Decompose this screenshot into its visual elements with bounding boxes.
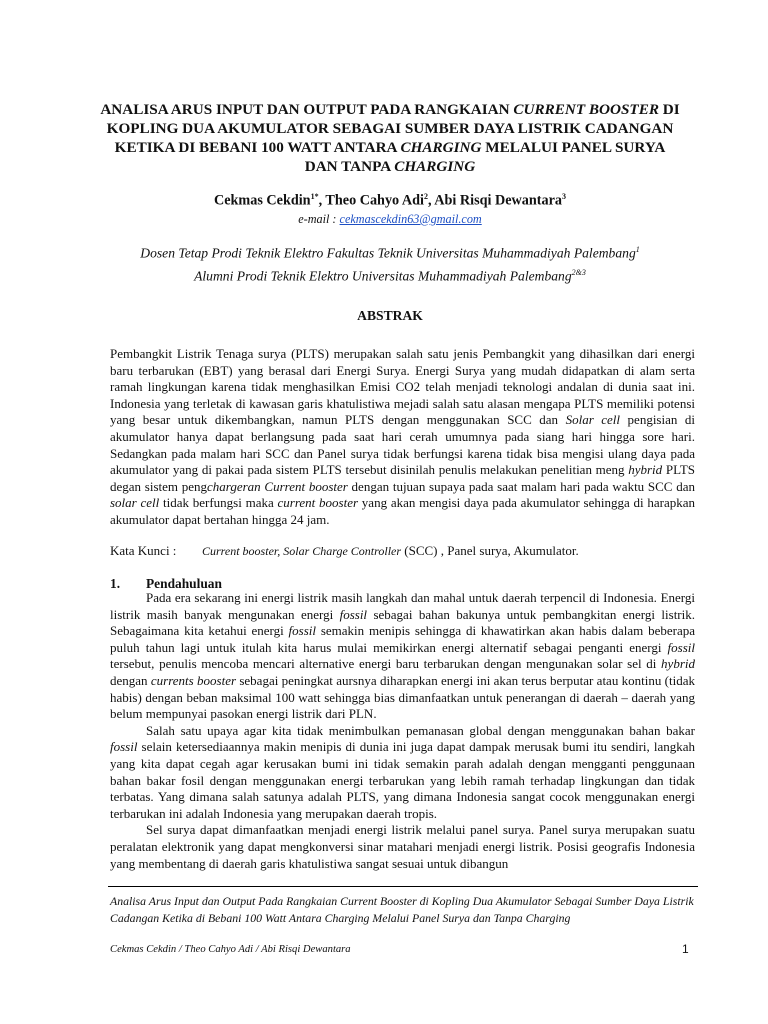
abstract-body [110, 346, 695, 529]
abstract-text: PLTS degan sistem peng [110, 462, 695, 494]
para-italic: fossil [667, 639, 695, 655]
keyword-italic: Solar Charge Controller [283, 544, 402, 558]
keywords-label: Kata Kunci : [110, 543, 177, 558]
author-affiliation-mark: 2 [423, 192, 428, 201]
paper-title [100, 100, 680, 176]
para-text: tersebut, penulis mencoba mencari alternative energi baru terbarukan dengan mengunakan solar sel di [110, 656, 662, 672]
para-text: semakin menipis sehingga di khawatirkan akan habis dalam beberapa puluh tahun lagi untuk itulah kita harus mulai memikirkan energi alternatif sebagai penganti energi [110, 623, 695, 655]
section-number: 1. [110, 576, 121, 591]
author-name: Theo Cahyo Adi [325, 192, 424, 209]
abstract-text: Pembangkit Listrik Tenaga surya (PLTS) merupakan salah satu jenis Pembangkit yang dihasilkan dari energi baru terbarukan (EBT) yang berasal dari Energi Surya. Energi Surya yang mudah didapatkan di alam serta ramah lingkungan karena tidak menghasilkan Emisi CO2 telah menjadi teknologi andalan di dunia saat ini. Indonesia yang terletak di kawasan garis khatulistiwa mejadi salah satu alasan mengapa PLTS memiliki potensi yang besar untuk dikembangkan, namun PLTS dengan menggunakan SCC dan [110, 346, 695, 428]
title-part: MELALUI PANEL SURYA DAN TANPA [304, 139, 666, 175]
abstract-text: pengisian di akumulator hanya dapat berlangsung pada saat hari cerah umumnya pada siang hari hingga sore hari. Sedangkan pada malam hari SCC dan Panel surya tidak berfungsi karena tidak bisa mengisi ulang daya pada akumulator yang di pakai pada sistem PLTS tersebut disinilah penulis melakukan penelitian meng [110, 412, 695, 478]
author-affiliation-mark: 3 [562, 192, 566, 201]
author-email [100, 212, 680, 227]
title-italic-part: CURRENT BOOSTER [513, 101, 659, 118]
author-separator: , [427, 192, 435, 209]
para-italic: currents booster [150, 672, 237, 688]
author-name: Cekmas Cekdin [214, 192, 311, 209]
keyword-separator: , [277, 544, 284, 558]
abstract-italic-term: chargeran Current booster [207, 478, 348, 494]
title-italic-part: CHARGING [400, 139, 482, 156]
para-text: selain ketersediaannya makin menipis di dunia ini juga dapat dampak merusak bumi itu sendiri, langkah yang kita dapat cegah agar kerusakan bumi ini tidak semakin parah adalah dengan mengganti penggunaan bahan bakar fosil dengan menggunakan energi terbarukan yang lebih ramah terhadap lingkungan dan tidak terbatas. Yang dimana salah satunya adalah PLTS, yang dimana Indonesia sangat cocok menggunakan energi terbarukan ini adalah Indonesia yang merupakan daerah tropis. [110, 739, 695, 821]
section-title: Pendahuluan [146, 576, 222, 591]
para-text: Sel surya dapat dimanfaatkan menjadi energi listrik melalui panel surya. Panel surya merupakan suatu peralatan elektronik yang dapat mengkonversi sinar matahari menjadi energi listrik. Posisi geografis Indonesia yang membentang di daerah garis khatulistiwa sangat sesuai untuk dibangun [110, 822, 695, 871]
affiliation-mark: 2&3 [571, 267, 586, 277]
para-italic: fossil [110, 739, 138, 755]
keyword-italic: Current booster [202, 544, 278, 558]
para-italic: fossil [339, 606, 368, 622]
para-italic: hybrid [661, 656, 695, 672]
title-part: DI KOPLING DUA AKUMULATOR SEBAGAI SUMBER DAYA LISTRIK CADANGAN KETIKA DI BEBANI 100 WATT ANTARA [106, 101, 680, 156]
keywords [110, 543, 579, 559]
paragraph [110, 822, 695, 872]
abstract-heading: ABSTRAK [357, 308, 423, 323]
affiliation-text: Alumni Prodi Teknik Elektro Universitas Muhammadiyah Palembang [194, 268, 572, 284]
para-text: sebagai bahan bakunya untuk pembangkitan energi listrik. Sebagaimana kita ketahui energi [110, 606, 695, 639]
para-italic: fossil [288, 623, 317, 639]
abstract-text: yang akan mengisi daya pada akumulator sehingga di harapkan akumulator dapat bertahan hingga 24 jam. [110, 495, 695, 527]
author-separator: , [318, 192, 326, 209]
para-text: dengan [110, 672, 151, 688]
introduction-body [110, 590, 695, 872]
footer-running-title: Analisa Arus Input dan Output Pada Rangkaian Current Booster di Kopling Dua Akumulator Sebagai Sumber Daya Listrik Cadangan Ketika di Bebani 100 Watt Antara Charging Melalui Panel Surya dan Tanpa Charging [110, 894, 694, 925]
affiliation-line [100, 263, 680, 286]
affiliation-mark: 1 [635, 245, 640, 254]
title-italic-part: CHARGING [394, 158, 476, 175]
author-name: Abi Risqi Dewantara [434, 192, 562, 209]
abstract-text: dengan tujuan supaya pada saat malam hari pada waktu SCC dan [347, 478, 695, 494]
page-number: 1 [682, 942, 689, 956]
abstract-italic-term: Solar cell [565, 412, 621, 428]
author-affiliation-mark: 1* [310, 192, 319, 201]
email-label: e-mail : [298, 212, 340, 226]
para-text: Pada era sekarang ini energi listrik masih langkah dan mahal untuk daerah terpencil di Indonesia. Energi listrik masih banyak mengunakan energi [110, 590, 695, 622]
affiliation-text: Dosen Tetap Prodi Teknik Elektro Fakultas Teknik Universitas Muhammadiyah Palembang [140, 245, 636, 261]
footer-divider [108, 886, 698, 887]
title-part: ANALISA ARUS INPUT DAN OUTPUT PADA RANGKAIAN [100, 101, 514, 118]
para-text: Salah satu upaya agar kita tidak menimbulkan pemanasan global dengan menggunakan bahan bakar [146, 722, 695, 738]
para-text: sebagai peningkat aursnya diharapkan energi ini akan terus berputar atau kontinu (tidak habis) dengan beban maksimal 100 watt sehingga bias dimanfaatkan untuk penerangan di daerah – daerah yang belum mempunyai pasokan energi listrik dari PLN. [110, 672, 695, 722]
author-list [100, 192, 680, 210]
abstract-text: tidak berfungsi maka [159, 495, 278, 511]
keyword-rest: (SCC) , Panel surya, Akumulator. [401, 543, 579, 558]
affiliations [100, 240, 680, 285]
footer-authors: Cekmas Cekdin / Theo Cahyo Adi / Abi Risqi Dewantara [110, 944, 351, 955]
abstract-italic-term: hybrid [628, 462, 663, 478]
paragraph [110, 723, 695, 823]
email-link[interactable]: cekmascekdin63@gmail.com [339, 212, 482, 226]
affiliation-line [100, 240, 680, 263]
abstract-italic-term: solar cell [110, 495, 160, 511]
abstract-italic-term: current booster [277, 495, 359, 511]
paragraph [110, 590, 695, 723]
